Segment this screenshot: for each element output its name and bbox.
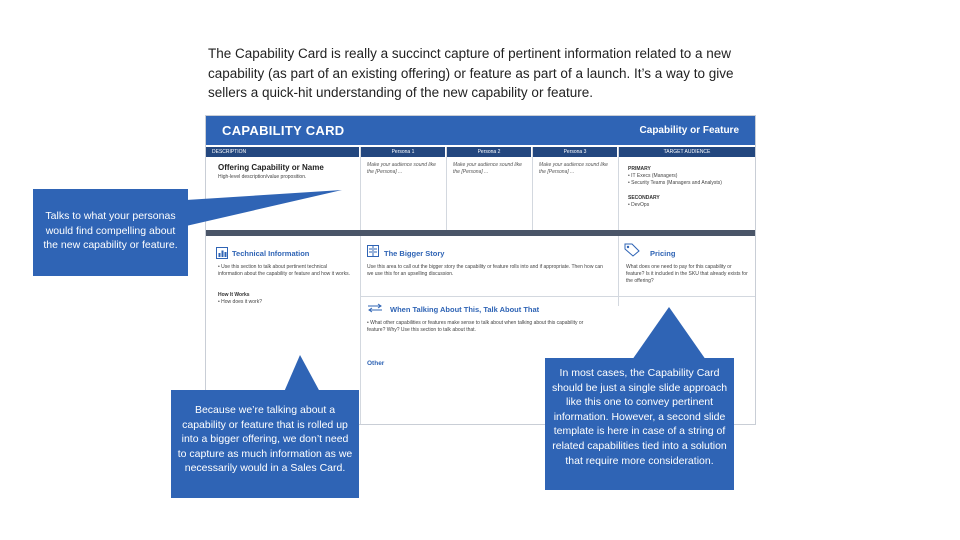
col-header-target-audience: TARGET AUDIENCE [619,147,755,157]
bigger-callout-pointer [284,355,320,392]
audience-primary-item: • IT Execs (Managers) [628,173,678,179]
other-label: Other [367,360,385,367]
technical-info-title: Technical Information [232,249,310,258]
technical-info-text: • Use this section to talk about pertinent technical information about the capability or feature and how it works. [218,264,351,277]
col-header-description: DESCRIPTION [206,147,359,157]
persona-2-text: Make your audience sound like the [Persona] ... [453,162,522,176]
how-it-works-label: How It Works [218,292,250,298]
bigger-offering-callout: Because we’re talking about a capability or feature that is rolled up into a bigger offering, we don’t need to capture as much information as we necessarily would in a Sales Card. [171,390,359,498]
talking-about-title: When Talking About This, Talk About That [390,305,540,314]
offering-title: Offering Capability or Name [218,163,324,172]
pricing-text: What does one need to pay for this capability or feature? Is it included in the SKU that already exists for the offering? [626,264,748,284]
card-subtitle: Capability or Feature [639,125,739,136]
audience-secondary-item: • DevOps [628,202,650,208]
col-header-persona-1: Persona 1 [361,147,445,157]
personas-callout-pointer [186,190,342,226]
col-header-persona-3: Persona 3 [533,147,617,157]
card-title: CAPABILITY CARD [222,123,345,138]
single-slide-callout-pointer [632,307,706,360]
persona-1-text: Make your audience sound like the [Persona] ... [367,162,436,176]
persona-3-text: Make your audience sound like the [Persona] ... [539,162,608,176]
personas-callout: Talks to what your personas would find compelling about the new capability or feature. [33,189,188,276]
pricing-title: Pricing [650,249,676,258]
intro-text: The Capability Card is really a succinct capture of pertinent information related to a new capability (as part of an existing offering) or feature as part of a launch. It’s a way to give sellers a quick-hit understanding of the new capability or feature. [208,46,734,100]
audience-secondary-label: SECONDARY [628,195,660,201]
bigger-story-text: Use this area to call out the bigger story the capability or feature rolls into and if appropriate. Then how can we use this for an upselling discussion. [367,264,603,277]
talking-about-text: • What other capabilities or features make sense to talk about when talking about this capability or feature? Why? Use this section to talk about that. [367,320,584,333]
single-slide-callout: In most cases, the Capability Card should be just a single slide approach like this one to convey pertinent information. However, a second slide template is here in case of a string of related capabilities tied into a solution that require more consideration. [545,358,734,490]
audience-primary-label: PRIMARY [628,166,651,172]
bigger-story-title: The Bigger Story [384,249,445,258]
offering-description: High-level description/value proposition. [218,174,307,180]
how-it-works-item: • How does it work? [218,299,262,305]
audience-primary-item: • Security Teams (Managers and Analysts) [628,180,722,186]
col-header-persona-2: Persona 2 [447,147,531,157]
